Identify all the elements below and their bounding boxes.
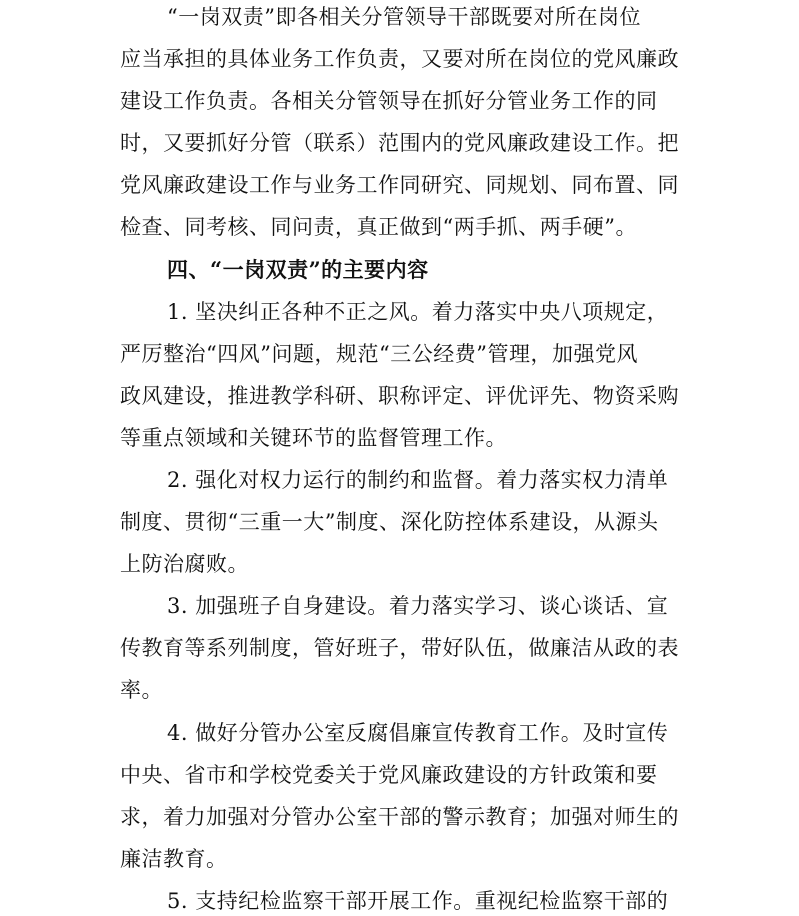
paragraph-line: 制度、贯彻“三重一大”制度、深化防控体系建设，从源头 [120,510,659,534]
paragraph-line: 廉洁教育。 [120,847,228,871]
paragraph-line: 率。 [120,678,163,702]
paragraph-line: 应当承担的具体业务工作负责，又要对所在岗位的党风廉政 [120,47,679,71]
paragraph-line: 2. 强化对权力运行的制约和监督。着力落实权力清单 [167,468,669,492]
paragraph-line: 1. 坚决纠正各种不正之风。着力落实中央八项规定， [167,300,669,324]
paragraph-line: 传教育等系列制度，管好班子，带好队伍，做廉洁从政的表 [120,636,679,660]
paragraph-line: “一岗双责”即各相关分管领导干部既要对所在岗位 [167,5,641,29]
paragraph-line: 上防治腐败。 [120,552,249,576]
paragraph-line: 党风廉政建设工作与业务工作同研究、同规划、同布置、同 [120,173,679,197]
paragraph-line: 政风建设，推进教学科研、职称评定、评优评先、物资采购 [120,384,679,408]
paragraph-line: 4. 做好分管办公室反腐倡廉宣传教育工作。及时宣传 [167,721,669,745]
paragraph-line: 等重点领域和关键环节的监督管理工作。 [120,426,507,450]
paragraph-line: 严厉整治“四风”问题，规范“三公经费”管理，加强党风 [120,342,638,366]
paragraph-line: 中央、省市和学校党委关于党风廉政建设的方针政策和要 [120,763,658,787]
paragraph-line: 建设工作负责。各相关分管领导在抓好分管业务工作的同 [120,89,658,113]
paragraph-line: 时，又要抓好分管（联系）范围内的党风廉政建设工作。把 [120,131,679,155]
section-heading: 四、“一岗双责”的主要内容 [167,257,429,282]
paragraph-line: 求，着力加强对分管办公室干部的警示教育；加强对师生的 [120,805,679,829]
paragraph-line: 5. 支持纪检监察干部开展工作。重视纪检监察干部的 [167,889,669,913]
paragraph-line: 3. 加强班子自身建设。着力落实学习、谈心谈话、宣 [167,594,669,618]
paragraph-line: 检查、同考核、同问责，真正做到“两手抓、两手硬”。 [120,215,637,239]
